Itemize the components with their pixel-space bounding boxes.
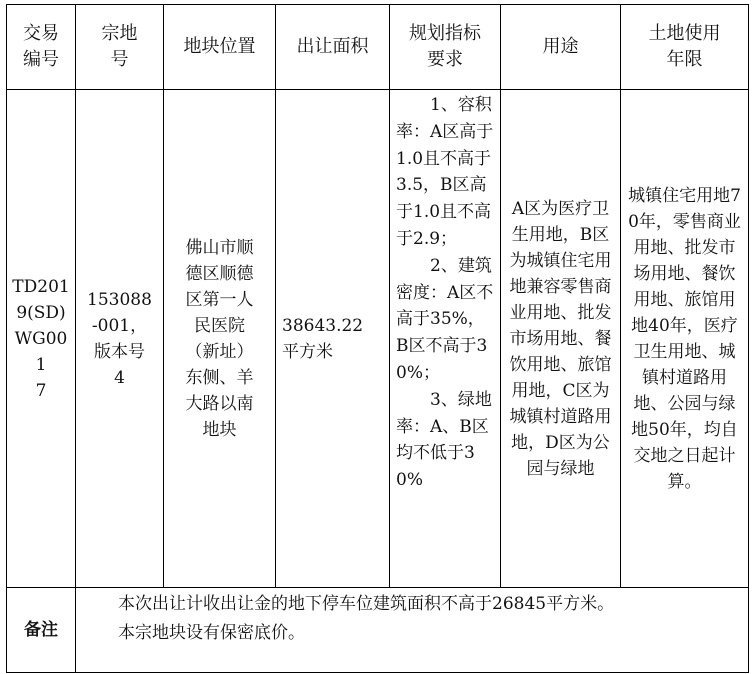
notes-line1: 本次出让计收出让金的地下停车位建筑面积不高于26845平方米。	[118, 594, 615, 614]
location-line1: 佛山市顺	[185, 237, 254, 258]
location-line2: 德区顺德	[185, 263, 254, 284]
cell-usage	[501, 90, 621, 588]
cell-term	[621, 90, 749, 588]
header-trade-no	[7, 5, 76, 90]
cell-location	[164, 90, 276, 588]
land-transfer-document	[6, 4, 748, 670]
location-line3: 区第一人	[185, 289, 254, 310]
header-term-line2: 年限	[666, 49, 703, 70]
header-location: 地块位置	[164, 5, 276, 90]
term-text: 城镇住宅用地70年，零售商业用地、批发市场用地、餐饮用地、旅馆用地40年，医疗卫生用地、城镇村道路用地、公园与绿地50年，均自交地之日起计算。	[628, 185, 741, 492]
location-line7: 大路以南	[185, 393, 254, 414]
header-trade-no-line2: 编号	[23, 49, 59, 70]
parcel-no-line1: 153088	[87, 289, 152, 310]
location-line5: （新址）	[185, 341, 254, 362]
plan-item-far: 1、容积率：A区高于1.0且不高于3.5，B区高于1.0且不高于2.9；	[396, 95, 494, 249]
parcel-no-line4: 4	[114, 367, 125, 388]
area-unit: 平方米	[282, 341, 333, 362]
header-plan	[390, 5, 501, 90]
notes-body	[76, 588, 749, 673]
plan-item-density: 2、建筑密度：A区不高于35%，B区不高于30%；	[396, 255, 494, 383]
header-parcel-no-line2: 号	[110, 49, 129, 70]
notes-label: 备注	[7, 588, 76, 673]
table-row	[7, 90, 749, 588]
header-row	[7, 5, 749, 90]
plan-item-green: 3、绿地率：A、B区均不低于30%	[396, 389, 492, 491]
header-trade-no-line1: 交易	[23, 23, 59, 44]
trade-no-line2: 9(SD)	[16, 302, 66, 323]
notes-line2: 本宗地块设有保密底价。	[118, 623, 305, 643]
header-area: 出让面积	[276, 5, 390, 90]
location-line6: 东侧、羊	[185, 367, 254, 388]
location-line8: 地块	[202, 419, 237, 440]
location-line4: 民医院	[194, 315, 245, 336]
header-parcel-no-line1: 宗地	[101, 23, 138, 44]
land-parcel-table	[6, 4, 749, 673]
header-plan-line2: 要求	[427, 49, 463, 70]
trade-no-line4: 7	[35, 380, 47, 401]
cell-area	[276, 90, 390, 588]
trade-no-line1: TD201	[12, 276, 70, 297]
notes-row	[7, 588, 749, 673]
header-plan-line1: 规划指标	[409, 23, 481, 44]
cell-parcel-no	[76, 90, 164, 588]
header-usage: 用途	[501, 5, 621, 90]
header-term	[621, 5, 749, 90]
parcel-no-line2: -001，	[91, 315, 148, 336]
header-term-line1: 土地使用	[648, 23, 721, 44]
trade-no-line3: WG001	[14, 328, 68, 375]
area-value: 38643.22	[282, 315, 364, 336]
parcel-no-line3: 版本号	[94, 341, 145, 362]
cell-plan	[390, 90, 501, 588]
usage-text: A区为医疗卫生用地，B区为城镇住宅用地兼容零售商业用地、批发市场用地、餐饮用地、旅馆用地，C区为城镇村道路用地，D区为公园与绿地	[509, 198, 612, 479]
header-parcel-no	[76, 5, 164, 90]
cell-trade-no	[7, 90, 76, 588]
